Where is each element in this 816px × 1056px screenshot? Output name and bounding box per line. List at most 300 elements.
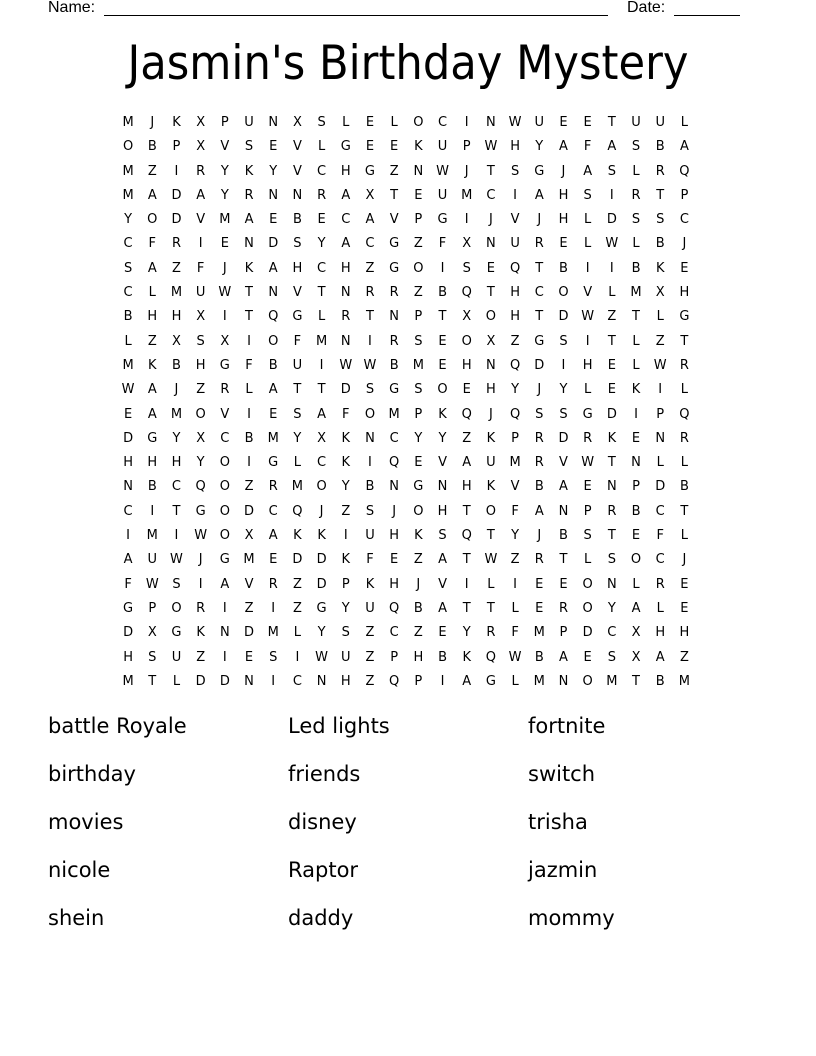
grid-cell[interactable]: A: [244, 212, 254, 228]
grid-cell[interactable]: E: [559, 115, 568, 130]
grid-cell[interactable]: L: [632, 236, 640, 252]
grid-cell[interactable]: X: [196, 430, 206, 446]
grid-cell[interactable]: E: [438, 625, 447, 641]
grid-cell[interactable]: S: [414, 333, 423, 349]
grid-cell[interactable]: T: [486, 600, 495, 616]
grid-cell[interactable]: W: [484, 552, 498, 568]
grid-cell[interactable]: Y: [535, 139, 544, 155]
grid-cell[interactable]: Z: [365, 625, 375, 641]
grid-cell[interactable]: O: [122, 139, 134, 155]
grid-cell[interactable]: R: [655, 163, 665, 179]
grid-cell[interactable]: N: [268, 115, 279, 130]
grid-cell[interactable]: W: [194, 528, 208, 544]
grid-cell[interactable]: L: [584, 236, 592, 252]
grid-cell[interactable]: Y: [559, 382, 568, 398]
grid-cell[interactable]: I: [440, 673, 445, 689]
grid-cell[interactable]: A: [534, 503, 544, 519]
grid-cell[interactable]: O: [171, 600, 182, 616]
grid-cell[interactable]: D: [244, 503, 255, 519]
grid-cell[interactable]: E: [414, 455, 423, 471]
grid-cell[interactable]: Z: [679, 649, 689, 665]
grid-cell[interactable]: B: [123, 309, 133, 325]
grid-cell[interactable]: B: [559, 260, 568, 276]
grid-cell[interactable]: O: [485, 503, 497, 519]
grid-cell[interactable]: S: [510, 163, 520, 179]
grid-cell[interactable]: P: [414, 212, 423, 228]
grid-cell[interactable]: B: [655, 139, 665, 155]
grid-cell[interactable]: K: [341, 552, 351, 568]
grid-cell[interactable]: R: [268, 576, 278, 592]
grid-cell[interactable]: A: [655, 649, 665, 665]
grid-cell[interactable]: C: [317, 163, 327, 179]
grid-cell[interactable]: X: [317, 430, 327, 446]
grid-cell[interactable]: Y: [462, 625, 471, 641]
grid-cell[interactable]: A: [438, 600, 447, 616]
grid-cell[interactable]: Z: [365, 649, 375, 665]
grid-cell[interactable]: H: [171, 455, 182, 471]
grid-cell[interactable]: I: [222, 600, 227, 616]
grid-cell[interactable]: K: [341, 430, 351, 446]
grid-cell[interactable]: G: [171, 625, 182, 641]
grid-cell[interactable]: P: [632, 479, 640, 495]
grid-cell[interactable]: D: [244, 625, 255, 641]
grid-cell[interactable]: I: [368, 333, 372, 349]
grid-cell[interactable]: H: [147, 309, 158, 325]
grid-cell[interactable]: L: [656, 455, 664, 471]
grid-cell[interactable]: N: [631, 455, 641, 471]
grid-cell[interactable]: B: [631, 503, 641, 519]
grid-cell[interactable]: G: [364, 163, 375, 179]
grid-cell[interactable]: B: [147, 139, 157, 155]
grid-cell[interactable]: B: [559, 528, 568, 544]
grid-cell[interactable]: W: [484, 139, 498, 155]
grid-cell[interactable]: J: [537, 382, 542, 398]
grid-cell[interactable]: I: [513, 187, 518, 203]
grid-cell[interactable]: Q: [461, 528, 472, 544]
grid-cell[interactable]: Z: [365, 673, 375, 689]
grid-cell[interactable]: T: [390, 187, 399, 203]
grid-cell[interactable]: W: [121, 382, 135, 398]
grid-cell[interactable]: H: [510, 139, 520, 155]
grid-cell[interactable]: W: [436, 163, 449, 179]
grid-cell[interactable]: I: [464, 115, 469, 130]
grid-cell[interactable]: U: [195, 285, 206, 301]
grid-cell[interactable]: E: [269, 139, 278, 155]
grid-cell[interactable]: Z: [244, 479, 254, 495]
grid-cell[interactable]: I: [440, 260, 445, 276]
grid-cell[interactable]: S: [607, 163, 616, 179]
date-field-line[interactable]: [674, 15, 740, 16]
grid-cell[interactable]: M: [219, 212, 231, 228]
grid-cell[interactable]: S: [631, 212, 641, 228]
grid-cell[interactable]: U: [147, 552, 158, 568]
grid-cell[interactable]: F: [656, 528, 664, 544]
grid-cell[interactable]: H: [123, 455, 133, 471]
grid-cell[interactable]: L: [656, 309, 664, 325]
grid-cell[interactable]: E: [535, 600, 544, 616]
grid-cell[interactable]: O: [195, 406, 206, 422]
grid-cell[interactable]: W: [581, 455, 595, 471]
grid-cell[interactable]: I: [271, 673, 276, 689]
grid-cell[interactable]: A: [365, 212, 375, 228]
grid-cell[interactable]: C: [389, 625, 399, 641]
grid-cell[interactable]: G: [389, 260, 400, 276]
grid-cell[interactable]: X: [292, 115, 302, 130]
grid-cell[interactable]: L: [245, 382, 253, 398]
grid-cell[interactable]: O: [219, 503, 230, 519]
grid-cell[interactable]: X: [631, 649, 641, 665]
grid-cell[interactable]: L: [680, 455, 689, 471]
grid-cell[interactable]: G: [195, 503, 206, 519]
grid-cell[interactable]: S: [583, 187, 592, 203]
grid-cell[interactable]: A: [559, 139, 568, 155]
grid-cell[interactable]: D: [582, 625, 593, 641]
grid-cell[interactable]: J: [682, 236, 687, 252]
grid-cell[interactable]: M: [243, 552, 255, 568]
grid-cell[interactable]: X: [462, 309, 472, 325]
grid-cell[interactable]: B: [413, 600, 423, 616]
grid-cell[interactable]: W: [339, 357, 353, 373]
grid-cell[interactable]: R: [607, 503, 617, 519]
grid-cell[interactable]: G: [389, 236, 400, 252]
grid-cell[interactable]: R: [389, 285, 399, 301]
grid-cell[interactable]: E: [583, 479, 592, 495]
grid-cell[interactable]: Q: [461, 285, 472, 301]
grid-cell[interactable]: A: [317, 406, 327, 422]
grid-cell[interactable]: O: [437, 382, 448, 398]
grid-cell[interactable]: N: [486, 357, 496, 373]
grid-cell[interactable]: O: [413, 260, 424, 276]
grid-cell[interactable]: R: [317, 187, 327, 203]
grid-cell[interactable]: E: [390, 139, 399, 155]
grid-cell[interactable]: Q: [509, 357, 521, 373]
grid-cell[interactable]: H: [461, 479, 472, 495]
grid-cell[interactable]: D: [316, 576, 327, 592]
grid-cell[interactable]: K: [486, 479, 496, 495]
grid-cell[interactable]: X: [631, 625, 641, 641]
grid-cell[interactable]: T: [462, 600, 471, 616]
grid-cell[interactable]: V: [220, 406, 230, 422]
grid-cell[interactable]: L: [342, 115, 350, 130]
grid-cell[interactable]: N: [268, 285, 279, 301]
grid-cell[interactable]: M: [122, 187, 134, 203]
grid-cell[interactable]: S: [269, 649, 278, 665]
grid-cell[interactable]: G: [219, 357, 230, 373]
grid-cell[interactable]: J: [561, 163, 566, 179]
grid-cell[interactable]: K: [631, 382, 641, 398]
grid-cell[interactable]: C: [437, 115, 448, 130]
grid-cell[interactable]: R: [583, 430, 593, 446]
grid-cell[interactable]: R: [244, 187, 254, 203]
grid-cell[interactable]: I: [658, 382, 663, 398]
grid-cell[interactable]: L: [511, 600, 519, 616]
grid-cell[interactable]: D: [171, 212, 182, 228]
grid-cell[interactable]: U: [365, 528, 375, 544]
grid-cell[interactable]: D: [219, 673, 230, 689]
grid-cell[interactable]: A: [583, 163, 593, 179]
grid-cell[interactable]: I: [198, 576, 203, 592]
grid-cell[interactable]: V: [292, 139, 302, 155]
grid-cell[interactable]: B: [438, 649, 447, 665]
grid-cell[interactable]: A: [559, 479, 568, 495]
grid-cell[interactable]: C: [292, 673, 302, 689]
grid-cell[interactable]: T: [656, 187, 665, 203]
grid-cell[interactable]: F: [583, 139, 592, 155]
grid-cell[interactable]: E: [583, 115, 592, 130]
grid-cell[interactable]: I: [198, 236, 203, 252]
grid-cell[interactable]: F: [245, 357, 253, 373]
grid-cell[interactable]: M: [122, 163, 134, 179]
grid-cell[interactable]: K: [365, 576, 375, 592]
grid-cell[interactable]: I: [271, 600, 276, 616]
grid-cell[interactable]: Y: [317, 236, 326, 252]
grid-cell[interactable]: E: [680, 576, 689, 592]
grid-cell[interactable]: N: [437, 479, 448, 495]
grid-cell[interactable]: G: [219, 552, 230, 568]
grid-cell[interactable]: G: [147, 430, 158, 446]
grid-cell[interactable]: H: [389, 528, 400, 544]
grid-cell[interactable]: S: [365, 382, 375, 398]
grid-cell[interactable]: R: [534, 455, 544, 471]
grid-cell[interactable]: L: [608, 285, 616, 301]
grid-cell[interactable]: H: [413, 649, 424, 665]
grid-cell[interactable]: M: [412, 357, 424, 373]
grid-cell[interactable]: T: [293, 382, 302, 398]
grid-cell[interactable]: B: [534, 649, 544, 665]
grid-cell[interactable]: M: [606, 673, 618, 689]
grid-cell[interactable]: O: [364, 406, 376, 422]
grid-cell[interactable]: N: [413, 163, 424, 179]
grid-cell[interactable]: T: [486, 163, 495, 179]
grid-cell[interactable]: E: [680, 600, 689, 616]
grid-cell[interactable]: S: [462, 260, 471, 276]
grid-cell[interactable]: U: [655, 115, 665, 130]
grid-cell[interactable]: Y: [124, 212, 133, 228]
grid-cell[interactable]: S: [631, 139, 641, 155]
grid-cell[interactable]: C: [607, 625, 617, 641]
grid-cell[interactable]: H: [292, 260, 303, 276]
grid-cell[interactable]: E: [631, 528, 641, 544]
grid-cell[interactable]: A: [268, 528, 278, 544]
grid-cell[interactable]: T: [462, 552, 471, 568]
grid-cell[interactable]: T: [438, 309, 447, 325]
grid-cell[interactable]: E: [269, 212, 278, 228]
grid-cell[interactable]: T: [607, 455, 616, 471]
grid-cell[interactable]: I: [222, 649, 227, 665]
grid-cell[interactable]: M: [146, 528, 158, 544]
grid-cell[interactable]: H: [558, 187, 569, 203]
grid-cell[interactable]: A: [147, 260, 157, 276]
grid-cell[interactable]: E: [269, 552, 278, 568]
grid-cell[interactable]: T: [535, 309, 544, 325]
grid-cell[interactable]: Y: [511, 528, 520, 544]
grid-cell[interactable]: T: [559, 552, 568, 568]
grid-cell[interactable]: D: [171, 187, 182, 203]
grid-cell[interactable]: W: [508, 649, 522, 665]
grid-cell[interactable]: Z: [462, 430, 472, 446]
grid-cell[interactable]: T: [462, 503, 471, 519]
grid-cell[interactable]: V: [510, 479, 520, 495]
grid-cell[interactable]: N: [606, 479, 617, 495]
grid-cell[interactable]: T: [148, 673, 157, 689]
grid-cell[interactable]: S: [607, 649, 616, 665]
grid-cell[interactable]: I: [585, 333, 590, 349]
grid-cell[interactable]: Y: [220, 187, 229, 203]
grid-cell[interactable]: C: [534, 285, 544, 301]
grid-cell[interactable]: N: [655, 430, 666, 446]
grid-cell[interactable]: C: [220, 430, 230, 446]
grid-cell[interactable]: E: [486, 260, 496, 276]
grid-cell[interactable]: T: [317, 382, 326, 398]
grid-cell[interactable]: H: [389, 576, 400, 592]
grid-cell[interactable]: A: [607, 139, 617, 155]
grid-cell[interactable]: Z: [292, 576, 302, 592]
grid-cell[interactable]: M: [388, 406, 400, 422]
grid-cell[interactable]: N: [244, 236, 254, 252]
grid-cell[interactable]: Q: [268, 309, 279, 325]
grid-cell[interactable]: J: [392, 503, 397, 519]
grid-cell[interactable]: E: [607, 382, 616, 398]
grid-cell[interactable]: I: [222, 309, 227, 325]
grid-cell[interactable]: C: [341, 212, 351, 228]
grid-cell[interactable]: U: [486, 455, 496, 471]
grid-cell[interactable]: I: [585, 260, 590, 276]
grid-cell[interactable]: L: [148, 285, 156, 301]
grid-cell[interactable]: C: [655, 503, 665, 519]
grid-cell[interactable]: M: [678, 673, 691, 689]
grid-cell[interactable]: A: [123, 552, 133, 568]
grid-cell[interactable]: V: [220, 139, 230, 155]
grid-cell[interactable]: C: [268, 503, 278, 519]
grid-cell[interactable]: D: [655, 479, 666, 495]
grid-cell[interactable]: A: [268, 382, 278, 398]
grid-cell[interactable]: S: [656, 212, 665, 228]
grid-cell[interactable]: P: [462, 139, 471, 155]
grid-cell[interactable]: C: [365, 236, 375, 252]
grid-cell[interactable]: R: [196, 600, 206, 616]
grid-cell[interactable]: Y: [438, 430, 447, 446]
grid-cell[interactable]: C: [123, 285, 133, 301]
grid-cell[interactable]: W: [605, 236, 619, 252]
grid-cell[interactable]: U: [365, 600, 375, 616]
grid-cell[interactable]: D: [292, 552, 303, 568]
grid-cell[interactable]: S: [172, 576, 181, 592]
grid-cell[interactable]: R: [655, 576, 665, 592]
grid-cell[interactable]: R: [534, 552, 544, 568]
grid-cell[interactable]: N: [558, 503, 569, 519]
grid-cell[interactable]: L: [317, 309, 326, 325]
grid-cell[interactable]: V: [438, 576, 447, 592]
grid-cell[interactable]: V: [292, 285, 302, 301]
grid-cell[interactable]: T: [317, 285, 326, 301]
grid-cell[interactable]: K: [655, 260, 665, 276]
grid-cell[interactable]: V: [559, 455, 568, 471]
grid-cell[interactable]: G: [123, 600, 134, 616]
grid-cell[interactable]: B: [631, 260, 641, 276]
grid-cell[interactable]: Q: [509, 260, 521, 276]
grid-cell[interactable]: K: [486, 430, 496, 446]
grid-cell[interactable]: S: [559, 406, 568, 422]
grid-cell[interactable]: J: [174, 382, 179, 398]
grid-cell[interactable]: J: [537, 212, 542, 228]
grid-cell[interactable]: F: [196, 260, 205, 276]
grid-cell[interactable]: R: [365, 285, 375, 301]
grid-cell[interactable]: G: [437, 212, 448, 228]
grid-cell[interactable]: K: [244, 163, 254, 179]
grid-cell[interactable]: G: [268, 455, 279, 471]
grid-cell[interactable]: F: [342, 406, 350, 422]
grid-cell[interactable]: M: [630, 285, 642, 301]
grid-cell[interactable]: E: [365, 139, 375, 155]
grid-cell[interactable]: Z: [147, 333, 157, 349]
grid-cell[interactable]: X: [655, 285, 665, 301]
grid-cell[interactable]: Y: [196, 455, 205, 471]
grid-cell[interactable]: A: [341, 187, 351, 203]
grid-cell[interactable]: I: [150, 503, 155, 519]
grid-cell[interactable]: I: [295, 649, 300, 665]
grid-cell[interactable]: P: [220, 115, 229, 130]
grid-cell[interactable]: J: [198, 552, 203, 568]
grid-cell[interactable]: N: [340, 285, 351, 301]
grid-cell[interactable]: P: [656, 406, 665, 422]
grid-cell[interactable]: Q: [389, 673, 400, 689]
grid-cell[interactable]: G: [534, 163, 545, 179]
grid-cell[interactable]: N: [558, 673, 569, 689]
grid-cell[interactable]: Z: [365, 260, 375, 276]
grid-cell[interactable]: R: [534, 236, 544, 252]
grid-cell[interactable]: Y: [172, 430, 181, 446]
grid-cell[interactable]: S: [414, 382, 423, 398]
grid-cell[interactable]: M: [533, 625, 545, 641]
grid-cell[interactable]: A: [268, 260, 278, 276]
grid-cell[interactable]: S: [148, 649, 157, 665]
grid-cell[interactable]: Q: [389, 600, 400, 616]
grid-cell[interactable]: L: [632, 333, 640, 349]
grid-cell[interactable]: T: [607, 528, 616, 544]
grid-cell[interactable]: W: [508, 115, 522, 130]
grid-cell[interactable]: E: [583, 649, 592, 665]
grid-cell[interactable]: V: [583, 285, 593, 301]
grid-cell[interactable]: E: [631, 430, 641, 446]
grid-cell[interactable]: P: [414, 673, 423, 689]
grid-cell[interactable]: J: [464, 163, 469, 179]
grid-cell[interactable]: U: [534, 115, 545, 130]
grid-cell[interactable]: I: [247, 406, 251, 422]
grid-cell[interactable]: G: [389, 382, 400, 398]
grid-cell[interactable]: S: [438, 528, 447, 544]
grid-cell[interactable]: H: [437, 503, 448, 519]
grid-cell[interactable]: Z: [292, 600, 302, 616]
grid-cell[interactable]: S: [293, 236, 302, 252]
grid-cell[interactable]: M: [267, 430, 279, 446]
grid-cell[interactable]: M: [291, 479, 304, 495]
grid-cell[interactable]: I: [561, 357, 566, 373]
grid-cell[interactable]: O: [582, 673, 593, 689]
grid-cell[interactable]: R: [341, 309, 351, 325]
grid-cell[interactable]: A: [196, 187, 206, 203]
grid-cell[interactable]: C: [317, 455, 327, 471]
grid-cell[interactable]: K: [148, 357, 157, 373]
grid-cell[interactable]: O: [558, 285, 569, 301]
grid-cell[interactable]: F: [124, 576, 132, 592]
grid-cell[interactable]: I: [174, 528, 179, 544]
grid-cell[interactable]: S: [365, 503, 375, 519]
grid-cell[interactable]: K: [293, 528, 302, 544]
grid-cell[interactable]: Z: [413, 625, 423, 641]
grid-cell[interactable]: R: [171, 236, 181, 252]
grid-cell[interactable]: O: [413, 115, 424, 130]
grid-cell[interactable]: W: [218, 285, 232, 301]
